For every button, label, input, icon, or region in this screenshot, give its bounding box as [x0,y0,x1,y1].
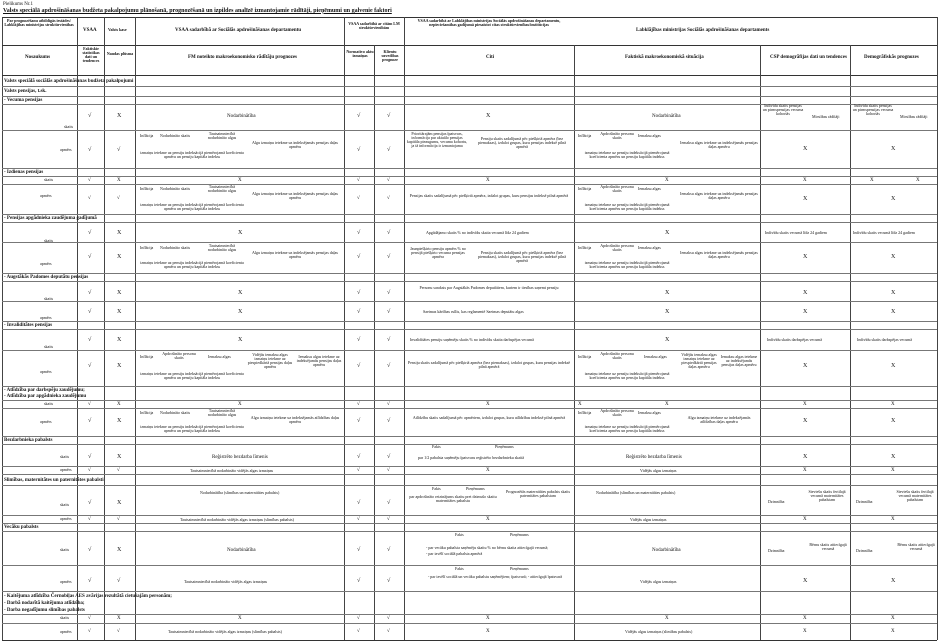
check-mark: √ [387,578,391,584]
cell-text: Dzimstība [856,499,873,504]
cross-mark: X [891,454,896,460]
cross-mark: X [117,290,122,296]
row-label-skaits: skaits [44,238,54,243]
header-vsaa-lm: VSAA sadarbībā ar citām LM struktūrvienībām [348,21,400,30]
cross-mark: X [803,196,808,202]
cross-mark: X [665,230,670,236]
cross-mark: X [117,363,122,369]
cell-text: Pieņēmums [510,566,529,571]
row-label-skaits: skaits [60,547,70,552]
header-faktiskie: Faktiskie statistikas dati un tendences [82,46,100,63]
cell-text: Pensiju skaits sadalījumā pēc piešķirtā apmēra (bez piemaksas), izdalot grupas, kuru pensijas indeksē pilnā apmērā [478,136,566,149]
cell-text: Apdrošināto personu skaits [600,408,634,417]
cross-mark: X [891,196,896,202]
cell-text: - par izvēlī sociālā pabalsta apmērā [426,551,483,556]
cross-mark: X [578,402,582,407]
cross-mark: X [117,309,122,315]
check-mark: √ [357,230,361,236]
check-mark: √ [88,629,91,634]
row-label-skaits: skaits [60,502,70,507]
cell-text: Iemaksu algas ietekme uz indeksējamās pensijas daļas apmēru [680,250,758,259]
cross-mark: X [891,254,896,260]
cell-text: Apdrošināto personu skaits [600,131,634,140]
check-mark: √ [88,290,92,296]
check-mark: √ [88,337,92,343]
cell-text: Vidējās algas izmaiņas [630,517,667,522]
cell-text: izmaiņu ietekme uz pensiju indeksācijā piemērojamā koeficienta apmēru un pensiju kapitāla indekss [584,202,670,211]
section-title: Valsts speciālā sociālās apdrošināšanas budžeta pakalpojumi [4,79,134,84]
cross-mark: X [117,178,121,183]
row-label-skaits: skaits [44,344,54,349]
check-mark: √ [88,616,91,621]
cross-mark: X [117,418,122,424]
cell-text: Pieņēmums [510,532,529,537]
cross-mark: X [891,418,896,424]
cell-text: Vidējās iemaksu algas izmaiņu ietekme uz piespiedkārtā pensijas daļas apmēru [681,352,717,369]
cell-text: Inflācija [578,354,592,359]
cross-mark: X [486,616,490,621]
cross-mark: X [117,254,122,260]
cross-mark: X [803,629,807,634]
cell-text: Mirstības rādītāji [900,114,928,119]
cross-mark: X [117,402,121,407]
header-fm-rad: FM noteikto makroekonomisko rādītāju prognozes [188,55,297,60]
cell-text: Inflācija [140,133,154,138]
cell-text: Dzimstība [768,499,785,504]
cell-text: izmaiņu ietekme uz pensiju indeksācijā piemērojamā koeficienta apmēru un pensiju kapitāla indekss [140,260,244,269]
check-mark: √ [117,578,121,584]
cross-mark: X [665,337,670,343]
check-mark: √ [88,178,91,183]
cross-mark: X [238,337,243,343]
cross-mark: X [238,402,242,407]
cross-mark: X [117,113,122,119]
cell-text: Pensijas skaits sadalījumā pēc piešķirtā apmēra, izdalot grupas, kuru pensijas indeksē pilnā apmērā [409,193,569,198]
header-vsaa-sad: VSAA sadarbībā ar Sociālās apdrošināšanas departamentu [175,28,302,33]
cross-mark: X [803,309,808,315]
cell-text: izmaiņu ietekme uz pensiju indeksācijā piemērojamā koeficienta apmēru un pensiju kapitāla indekss [140,202,244,211]
check-mark: √ [88,363,92,369]
cell-text: Inflācija [578,245,592,250]
check-mark: √ [357,196,360,201]
header-nosaukums: Nosaukums [25,55,51,60]
cell-text: Fakts [455,566,464,571]
cross-mark: X [803,402,807,407]
check-mark: √ [88,500,92,506]
cross-mark: X [891,468,895,473]
cell-text: izmaiņu ietekme uz pensiju indeksācijā piemērojamā koeficienta apmēru un pensiju kapitāla indekss [140,150,244,159]
cell-text: Fakts [455,532,464,537]
cell-text: Indivīdu skaits vecumā līdz 24 gadiem [853,230,915,235]
row-label-apmers: apmērs [60,579,72,584]
cross-mark: X [803,468,807,473]
cross-mark: X [117,616,121,621]
check-mark: √ [387,616,390,621]
cell-text: Iemaksu algas [638,410,661,415]
section-title: Valsts pensijas, t.sk. [4,89,47,94]
row-label-apmers: apmērs [40,369,52,374]
cell-text: Vidējās algas izmaiņas (slimības pabalsts) [625,629,693,634]
row-label-apmers: apmērs [40,261,52,266]
cross-mark: X [891,290,896,296]
cross-mark: X [891,146,896,152]
cell-text: Nodarbinātība [652,114,681,119]
cross-mark: X [891,578,896,584]
row-label-apmers: apmērs [60,516,72,521]
cell-text: Indivīdu skaits vecumā līdz 24 gadiem [765,230,827,235]
check-mark: √ [88,468,91,473]
cross-mark: X [803,616,807,621]
cell-text: Nodarbinātība (slimības un maternitātes pabalsts) [200,490,280,495]
cross-mark: X [486,468,490,473]
cross-mark: X [238,290,243,296]
cell-text: Inflācija [140,245,154,250]
cross-mark: X [665,616,669,621]
cell-text: izmaiņu ietekme uz pensiju indeksācijā piemērojamā koeficienta apmēru un pensiju kapitāla indekss [584,371,670,380]
cross-mark: X [665,178,669,183]
header-klientu: Klientu uzvedības prognoze [381,49,399,62]
header-faktiska: Faktiskā makroekonomiskā situācija [625,55,704,60]
cross-mark: X [486,402,490,407]
check-mark: √ [387,500,391,506]
appendix-label: Pielikums Nr.1 [3,2,34,7]
check-mark: √ [387,147,391,153]
section-title: - Izdienas pensijas [4,170,44,175]
header-lm-sad: Labklājības ministrijas Sociālās apdrošināšanas departaments [636,28,770,33]
cell-text: - par izvēlī sociālā un vecāku pabalstu saņēmējiem; īpatsvarā; - attiecīgajā īpatsvarā [427,574,563,579]
cell-text: Algu izmaiņu ietekme uz indeksējamās atlīdzības daļas apmēru [687,415,751,424]
cell-text: Iemaksu algas ietekme uz indeksējamās pensijas daļas apmēru [680,191,758,200]
check-mark: √ [357,113,361,119]
cell-text: Nodarbināto skaits [160,410,191,415]
check-mark: √ [387,454,391,460]
cell-text: Iemaksu algas [638,186,661,191]
check-mark: √ [387,468,390,473]
cell-text: Nodarbināto skaits [160,186,191,191]
cross-mark: X [238,178,242,183]
cross-mark: X [916,178,920,183]
cross-mark: X [803,178,807,183]
check-mark: √ [117,629,120,634]
cell-text: Nodarbināto skaits [160,245,191,250]
cell-text: par 1/2 pabalsta saņēmēju īpatsvaru reģistrēto bezdarbnieku skaitā [418,455,525,460]
cell-text: Pensiju skaits sadalījumā pēc piešķirtā apmēra (bez piemaksas), izdalot grupas, kuru pensijas indeksē pilnā apmērā [478,250,566,263]
row-label-skaits: skaits [60,454,70,459]
check-mark: √ [88,418,92,424]
cell-text: Reģistrēto bezdarba līmenis [626,455,682,460]
section-title: Vecāku pabalsts [4,525,39,530]
cell-text: Nodarbinātība [227,548,256,553]
header-demogr: Demogrāfiskās prognozes [864,55,919,60]
cell-text: Apdrošināto personu skaits [600,243,634,252]
check-mark: √ [88,454,92,460]
header-vsaa: VSAA [83,28,97,33]
check-mark: √ [117,468,120,473]
section-title: Bezdarbnieka pabalsts [4,438,53,443]
header-valsts-kase: Valsts kase [108,27,127,32]
cell-text: Nodarbināto skaits [160,133,191,138]
cross-mark: X [891,309,896,315]
check-mark: √ [357,178,360,183]
cell-text: Apdrošināto personu skaits [162,351,196,360]
section-title: - Pensijas apgādnieka zaudējuma gadījumā [4,216,97,221]
cell-text: izmaiņu ietekme uz pensiju indeksācijā piemērojamā koeficienta apmēru un pensiju kapitāla indekss [584,150,670,159]
cell-text: izmaiņu ietekme uz pensiju indeksācijā piemērojamā koeficienta apmēru un pensiju kapitāla indekss [140,371,244,380]
cross-mark: X [117,500,122,506]
cross-mark: X [803,363,808,369]
header-citi: Citi [486,55,495,60]
cell-text: Iemaksu algas [208,354,231,359]
cell-text: - par vecāku pabalsta saņēmēju skaitu % no bērnu skaita attiecīgajā vecumā; [426,545,549,550]
cell-text: Saeimas kārtības rullis, kas reglamentē Saeimas deputātu algas [423,309,524,314]
header-vsaa-sad-lm: VSAA sadarbībā ar Labklājības ministrijas Sociālās apdrošināšanas departamentu, nepieciešamības gadījumā piesaistot citas struktūrvienības/institūcijas [417,18,561,27]
header-csp: CSP demogrāfijas dati un tendences [770,55,847,60]
check-mark: √ [387,230,391,236]
cell-text: Inflācija [140,186,154,191]
cell-text: Dzimstība [768,548,785,553]
section-title: - Darbā nodarītā kaitējuma atlīdzība; [4,601,85,606]
cross-mark: X [486,178,490,183]
cross-mark: X [803,254,808,260]
check-mark: √ [387,254,391,260]
check-mark: √ [387,363,391,369]
row-label-apmers: apmērs [40,315,52,320]
cell-text: par apdrošināto reizinājums skaitu pret dzimušo skaitu maternitātes pabalstu [409,494,497,503]
cell-text: Algu izmaiņu ietekme uz indeksējamās pensijas daļas apmēru [252,191,338,200]
check-mark: √ [88,113,92,119]
cell-text: Algu izmaiņu ietekme uz indeksējamās atlīdzības daļas apmēru [250,415,340,424]
cross-mark: X [486,517,490,522]
cell-text: Pieņēmums [466,486,485,491]
check-mark: √ [387,113,391,119]
check-mark: √ [117,147,121,153]
row-label-apmers: apmērs [40,193,52,198]
check-mark: √ [88,578,92,584]
section-title: - Kaitējuma atlīdzība Černobiļas AES avārijas rezultātā cietušajām personām; [4,594,172,599]
cell-text: Inflācija [578,133,592,138]
row-label-skaits: skaits [64,124,74,129]
cell-text: Prognozētās maternitātes pabalsts skaits paternitātes pabalstam [505,489,571,498]
cell-text: Mirstības rādītāji [812,114,840,119]
cell-text: Bērnu skaits attiecīgajā vecumā [809,542,847,551]
cell-text: Indivīdu skaits pensijas un pirmspensijas vecuma kohortās [762,103,804,116]
section-title: - Invaliditātes pensijas [4,323,53,328]
check-mark: √ [88,254,92,260]
section-title: - Atlīdzība par apgādnieka zaudējumu [4,394,87,399]
check-mark: √ [88,196,91,201]
page-title: Valsts speciālā apdrošināšanas budžeta pakalpojumu plānošanā, prognozēšanā un izpildes analīzē izmantojamie rādītāji, pieņēmumi un galvenie faktori [3,8,392,14]
section-title: - Darba negadījumu slimības pabalsts [4,608,85,613]
header-responsible: Par prognozēšanu atbildīgās iestādes/ Labklājības ministrijas struktūrvienības [4,18,74,27]
check-mark: √ [357,309,361,315]
cell-text: Invaliditātes pensiju saņēmēju skaits % no indivīdu skaita darbspējas vecumā [410,337,534,342]
cell-text: Iemaksu algas ietekme uz indeksējamās pensijas daļas apmēru [720,354,758,367]
cross-mark: X [117,337,122,343]
check-mark: √ [357,254,361,260]
cell-text: Tautsaimniecībā nodarbināto algas [207,243,237,252]
cell-text: Tautsaimniecībā nodarbināto algas [207,408,237,417]
row-label-apmers: apmērs [60,629,72,634]
cell-text: Apdrošināto personu skaits [600,184,634,193]
cell-text: Reģistrēto bezdarba līmenis [212,455,268,460]
cell-text: Atlīdzību skaits sadalījumā pēc apmēriem, izdalot grupas, kuru atlīdzības indeksē pilnā apmērā [412,415,566,420]
row-label-apmers: apmērs [60,467,72,472]
check-mark: √ [357,147,361,153]
header-normativo: Normatīvo aktu izmaiņas [346,49,374,58]
check-mark: √ [387,290,391,296]
cross-mark: X [665,290,670,296]
cell-text: Apgādājamo skaits % no indivīdu skaita vecumā līdz 24 gadiem [426,230,529,235]
cross-mark: X [803,290,808,296]
cell-text: Tautsaimniecībā nodarbināto vidējās algas izmaiņas [184,579,268,584]
check-mark: √ [357,517,360,522]
cross-mark: X [665,309,670,315]
cross-mark: X [891,363,896,369]
check-mark: √ [387,337,391,343]
cross-mark: X [238,309,243,315]
row-label-skaits: skaits [60,615,70,620]
cross-mark: X [486,629,490,634]
cross-mark: X [803,454,808,460]
cross-mark: X [803,146,808,152]
cross-mark: X [891,616,895,621]
check-mark: √ [88,402,91,407]
cross-mark: X [803,418,808,424]
check-mark: √ [357,616,360,621]
check-mark: √ [117,196,120,201]
cell-text: Jaunpiešķirto pensiju apmērs % no pensijā piešķirto vecuma pensijas apmēra [410,246,466,259]
cross-mark: X [238,616,242,621]
cross-mark: X [803,517,807,522]
check-mark: √ [357,402,360,407]
cell-text: Iemaksu algas [638,245,661,250]
cell-text: Vidējās algas izmaiņas [640,579,677,584]
check-mark: √ [387,196,390,201]
row-label-skaits: skaits [44,296,54,301]
header-naudas: Naudas plūsma [106,51,134,56]
check-mark: √ [357,629,360,634]
cell-text: Indivīdu skaits darbspējas vecumā [767,337,822,342]
row-label-apmers: apmērs [60,147,72,152]
cell-text: Iemaksu algas [638,133,661,138]
cell-text: Nodarbinātība [227,114,256,119]
check-mark: √ [387,629,390,634]
cell-text: Iemaksu algas [644,354,667,359]
cell-text: Tautsaimniecībā nodarbināto vidējās algas izmaiņas (slimības pabalsts) [168,629,282,634]
check-mark: √ [88,547,92,553]
cell-text: Dzimstība [856,548,873,553]
cross-mark: X [891,629,895,634]
check-mark: √ [357,500,361,506]
cell-text: Iemaksu algas ietekme uz indeksējamās pensijas daļas apmēru [296,354,342,367]
cell-text: Fakts [432,444,441,449]
cross-mark: X [665,402,669,407]
check-mark: √ [357,547,361,553]
check-mark: √ [357,578,361,584]
cell-text: Personu saraksts par Augstākās Padomes deputātiem, kuriem ir tiesības saņemt pensiju [419,285,559,290]
section-title: - Augstākās Padomes deputātu pensijas [4,275,89,280]
cell-text: Fakts [432,486,441,491]
cross-mark: X [117,230,122,236]
cell-text: Algu izmaiņu ietekme uz indeksējamās pensijas daļas apmēru [252,250,338,259]
section-title: - Atlīdzība par darbspēju zaudējumu; [4,388,85,393]
cell-text: Inflācija [578,410,592,415]
cell-text: Nodarbinātība [652,548,681,553]
cell-text: Indivīdu skaits pensijas un pirmspensijas vecuma kohortās [852,103,894,116]
cell-text: Algu izmaiņu ietekme uz indeksējamās pensijas daļas apmēru [252,140,338,149]
cell-text: Prioritārajām pensijas īpatsvars, informācija par aktuālo pensijas kapitāla pieaugumu, vecuma kohortu, ja tā informācija ir izmantojama [406,131,468,148]
cell-text: izmaiņu ietekme uz pensiju indeksācijā piemērojamā koeficienta apmēru un pensiju kapitāla indekss [140,424,244,433]
section-title: - Vecuma pensijas [4,98,43,103]
cross-mark: X [870,178,874,183]
row-label-skaits: skaits [44,177,54,182]
check-mark: √ [357,363,361,369]
cell-text: Apdrošināto personu skaits [600,351,634,360]
cell-text: Sieviešu skaits fertilajā vecumā maternitātes pabalstam [808,489,846,502]
cell-text: Tautsaimniecībā nodarbināto vidējās algas izmaiņas (slimības pabalsts) [180,517,294,522]
cell-text: Vidējās algas izmaiņas [640,468,677,473]
cell-text: Tautsaimniecībā nodarbināto algas [207,184,237,193]
check-mark: √ [357,454,361,460]
cell-text: izmaiņu ietekme uz pensiju indeksācijā piemērojamā koeficienta apmēru un pensiju kapitāla indekss [584,424,670,433]
check-mark: √ [387,547,391,553]
cell-text: Nodarbinātība (slimības un maternitātes pabalsts) [596,490,676,495]
check-mark: √ [88,517,91,522]
section-title: Slimības, maternitātes un paternitātes pabalsti [4,478,104,483]
check-mark: √ [357,468,360,473]
check-mark: √ [117,517,120,522]
cell-text: izmaiņu ietekme uz pensiju indeksācijā piemērojamā koeficienta apmēru un pensiju kapitāla indekss [584,260,670,269]
check-mark: √ [387,178,390,183]
check-mark: √ [357,418,361,424]
cell-text: Tautsaimniecībā nodarbināto algas [207,131,237,140]
check-mark: √ [387,309,391,315]
cross-mark: X [117,547,122,553]
check-mark: √ [387,418,391,424]
cell-text: Indivīdu skaits darbspējas vecumā [857,337,912,342]
row-label-skaits: skaits [44,401,54,406]
cross-mark: X [238,230,243,236]
check-mark: √ [88,309,92,315]
cross-mark: X [803,578,808,584]
cell-text: Bērnu skaits attiecīgajā vecumā [897,542,935,551]
check-mark: √ [357,337,361,343]
check-mark: √ [357,290,361,296]
check-mark: √ [88,230,92,236]
cell-text: Vidējās iemaksu algas izmaiņu ietekme uz piespiedkārtā pensijas daļas apmēru [247,352,293,369]
cell-text: Pieņēmums [495,444,514,449]
check-mark: √ [88,147,92,153]
cell-text: Tautsaimniecībā nodarbināto vidējās algas izmaiņas [190,468,274,473]
cell-text: Iemaksu algas ietekme uz indeksējamās pensijas daļas apmēru [680,140,758,149]
cell-text: Inflācija [140,354,154,359]
check-mark: √ [387,402,390,407]
cross-mark: X [486,113,491,119]
cell-text: Inflācija [578,186,592,191]
cross-mark: X [891,402,895,407]
cross-mark: X [117,454,122,460]
cell-text: Pensiju skaits sadalījumā pēc piešķirtā apmēra (bez piemaksas), izdalot grupas, kuru pensijas indeksē pilnā apmērā [407,360,571,369]
row-label-apmers: apmērs [40,419,52,424]
cross-mark: X [891,517,895,522]
check-mark: √ [387,517,390,522]
cell-text: Inflācija [140,410,154,415]
cell-text: Sieviešu skaits fertilajā vecumā maternitātes pabalstam [896,489,934,502]
